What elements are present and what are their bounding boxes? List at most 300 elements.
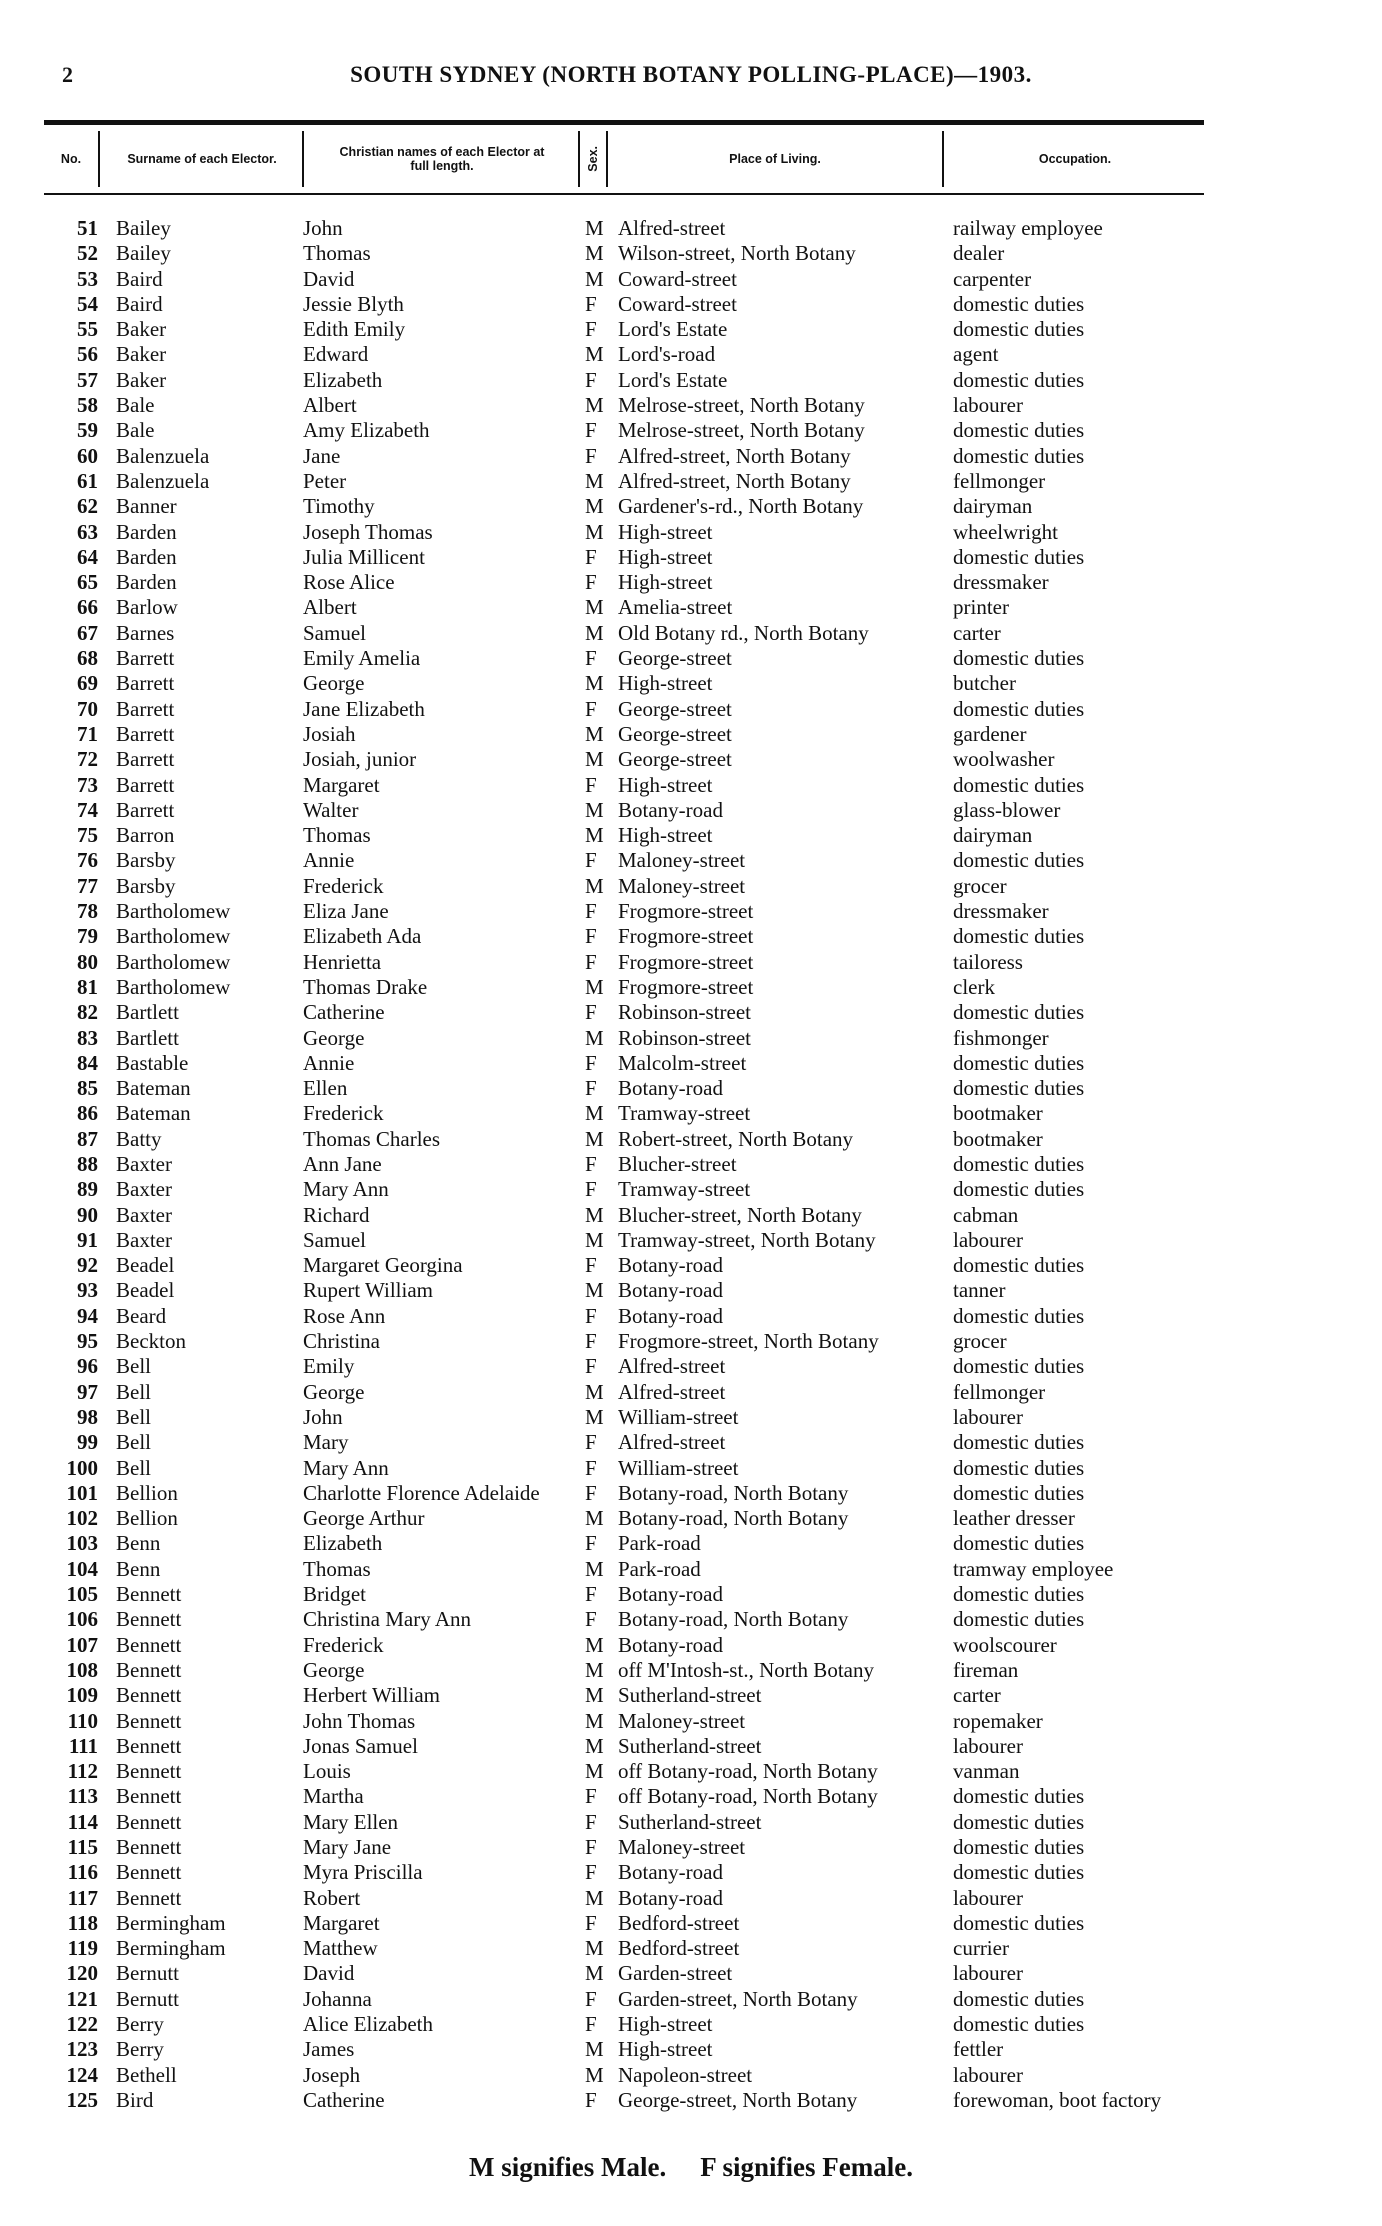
- table-row: [0, 1481, 1382, 1506]
- elector-sex: F: [585, 1177, 597, 1202]
- elector-sex: F: [585, 1329, 597, 1354]
- elector-number: 70: [77, 696, 98, 721]
- elector-number: 73: [77, 772, 98, 797]
- elector-occupation: domestic duties: [953, 1480, 1085, 1505]
- elector-sex: M: [585, 974, 604, 999]
- elector-sex: M: [585, 1936, 604, 1961]
- elector-place-of-living: Park-road: [618, 1556, 701, 1581]
- elector-surname: Bermingham: [116, 1936, 226, 1961]
- elector-number: 80: [77, 949, 98, 974]
- elector-occupation: bootmaker: [953, 1126, 1043, 1151]
- table-row: [0, 545, 1382, 570]
- elector-surname: Beadel: [116, 1253, 175, 1278]
- elector-sex: F: [585, 1253, 597, 1278]
- elector-surname: Barrett: [116, 671, 175, 696]
- elector-christian-names: Margaret: [303, 772, 380, 797]
- elector-number: 93: [77, 1278, 98, 1303]
- elector-place-of-living: Botany-road: [618, 1860, 723, 1885]
- elector-number: 111: [68, 1733, 98, 1758]
- elector-occupation: domestic duties: [953, 443, 1085, 468]
- elector-number: 81: [77, 974, 98, 999]
- table-row: [0, 1456, 1382, 1481]
- elector-surname: Benn: [116, 1531, 161, 1556]
- elector-occupation: labourer: [953, 1227, 1023, 1252]
- table-row: [0, 241, 1382, 266]
- table-row: [0, 1633, 1382, 1658]
- elector-number: 56: [77, 342, 98, 367]
- elector-place-of-living: Alfred-street, North Botany: [618, 443, 851, 468]
- table-row: [0, 1177, 1382, 1202]
- elector-place-of-living: off Botany-road, North Botany: [618, 1759, 878, 1784]
- elector-occupation: fishmonger: [953, 1025, 1049, 1050]
- elector-surname: Bellion: [116, 1506, 178, 1531]
- elector-number: 103: [66, 1531, 98, 1556]
- table-row: [0, 1557, 1382, 1582]
- elector-surname: Baxter: [116, 1227, 172, 1252]
- elector-christian-names: Jonas Samuel: [303, 1733, 418, 1758]
- elector-place-of-living: Melrose-street, North Botany: [618, 418, 865, 443]
- elector-number: 98: [77, 1404, 98, 1429]
- elector-occupation: domestic duties: [953, 1607, 1085, 1632]
- elector-number: 66: [77, 595, 98, 620]
- table-row: [0, 1380, 1382, 1405]
- elector-occupation: domestic duties: [953, 1784, 1085, 1809]
- elector-surname: Bartholomew: [116, 949, 231, 974]
- elector-surname: Barsby: [116, 848, 176, 873]
- elector-place-of-living: Botany-road: [618, 1253, 723, 1278]
- elector-number: 102: [66, 1506, 98, 1531]
- elector-surname: Barlow: [116, 595, 178, 620]
- table-row: [0, 1228, 1382, 1253]
- elector-place-of-living: Frogmore-street, North Botany: [618, 1329, 879, 1354]
- elector-christian-names: Elizabeth: [303, 1531, 383, 1556]
- elector-occupation: carpenter: [953, 266, 1032, 291]
- elector-surname: Bell: [116, 1404, 151, 1429]
- elector-place-of-living: George-street: [618, 721, 732, 746]
- elector-surname: Balenzuela: [116, 468, 210, 493]
- elector-christian-names: Christina Mary Ann: [303, 1607, 471, 1632]
- header-no: No.: [60, 151, 82, 166]
- table-row: [0, 1354, 1382, 1379]
- elector-surname: Bennett: [116, 1632, 182, 1657]
- table-row: [0, 1253, 1382, 1278]
- elector-sex: F: [585, 1151, 597, 1176]
- elector-number: 67: [77, 620, 98, 645]
- elector-sex: M: [585, 1278, 604, 1303]
- elector-number: 116: [67, 1860, 98, 1885]
- elector-surname: Bateman: [116, 1101, 191, 1126]
- elector-place-of-living: George-street: [618, 747, 732, 772]
- table-row: [0, 342, 1382, 367]
- elector-occupation: domestic duties: [953, 2012, 1085, 2037]
- elector-occupation: dressmaker: [953, 570, 1049, 595]
- elector-occupation: labourer: [953, 2062, 1023, 2087]
- elector-number: 58: [77, 393, 98, 418]
- elector-number: 115: [67, 1835, 98, 1859]
- elector-occupation: domestic duties: [953, 1303, 1085, 1328]
- elector-christian-names: Catherine: [303, 2087, 385, 2112]
- elector-surname: Bennett: [116, 1733, 182, 1758]
- elector-occupation: dressmaker: [953, 899, 1049, 924]
- elector-number: 88: [77, 1151, 98, 1176]
- elector-surname: Baxter: [116, 1177, 172, 1202]
- elector-number: 63: [77, 519, 98, 544]
- elector-place-of-living: William-street: [618, 1455, 739, 1480]
- elector-place-of-living: Sutherland-street: [618, 1809, 762, 1834]
- table-row: [0, 570, 1382, 595]
- table-header: [44, 127, 1204, 191]
- elector-occupation: railway employee: [953, 216, 1103, 240]
- elector-place-of-living: Botany-road, North Botany: [618, 1506, 849, 1531]
- elector-occupation: domestic duties: [953, 1531, 1085, 1556]
- elector-surname: Bernutt: [116, 1961, 179, 1986]
- elector-place-of-living: Wilson-street, North Botany: [618, 241, 856, 266]
- elector-occupation: domestic duties: [953, 1354, 1085, 1379]
- table-row: [0, 1936, 1382, 1961]
- elector-occupation: domestic duties: [953, 544, 1085, 569]
- elector-christian-names: Thomas: [303, 1556, 371, 1581]
- elector-place-of-living: Maloney-street: [618, 873, 746, 898]
- elector-sex: F: [585, 1531, 597, 1556]
- elector-sex: F: [585, 646, 597, 671]
- elector-place-of-living: off M'Intosh-st., North Botany: [618, 1657, 874, 1682]
- elector-sex: M: [585, 721, 604, 746]
- elector-christian-names: Martha: [303, 1784, 364, 1809]
- table-row: [0, 671, 1382, 696]
- table-row: [0, 2012, 1382, 2037]
- elector-place-of-living: Tramway-street: [618, 1101, 751, 1126]
- elector-surname: Bartholomew: [116, 924, 231, 949]
- elector-christian-names: Mary Ann: [303, 1177, 389, 1202]
- elector-place-of-living: High-street: [618, 772, 713, 797]
- table-row: [0, 1582, 1382, 1607]
- table-row: [0, 418, 1382, 443]
- elector-christian-names: Edward: [303, 342, 369, 367]
- elector-sex: F: [585, 949, 597, 974]
- elector-sex: M: [585, 1101, 604, 1126]
- elector-christian-names: Charlotte Florence Adelaide: [303, 1480, 540, 1505]
- elector-christian-names: Jessie Blyth: [303, 291, 404, 316]
- elector-number: 87: [77, 1126, 98, 1151]
- table-row: [0, 1961, 1382, 1986]
- elector-occupation: domestic duties: [953, 1177, 1085, 1202]
- elector-number: 117: [67, 1885, 98, 1910]
- elector-occupation: fettler: [953, 2037, 1004, 2062]
- header-separator: [606, 131, 608, 187]
- elector-surname: Bennett: [116, 1607, 182, 1632]
- elector-surname: Barsby: [116, 873, 176, 898]
- elector-number: 68: [77, 646, 98, 671]
- elector-sex: F: [585, 443, 597, 468]
- elector-number: 51: [77, 216, 98, 240]
- elector-number: 74: [77, 797, 98, 822]
- table-row: [0, 848, 1382, 873]
- elector-occupation: butcher: [953, 671, 1016, 696]
- elector-surname: Berry: [116, 2037, 164, 2062]
- elector-place-of-living: Botany-road, North Botany: [618, 1480, 849, 1505]
- elector-sex: M: [585, 1885, 604, 1910]
- elector-place-of-living: Old Botany rd., North Botany: [618, 620, 869, 645]
- elector-sex: F: [585, 291, 597, 316]
- elector-occupation: tramway employee: [953, 1556, 1114, 1581]
- elector-surname: Bailey: [116, 241, 171, 266]
- elector-sex: M: [585, 2037, 604, 2062]
- elector-sex: M: [585, 1404, 604, 1429]
- elector-sex: F: [585, 2012, 597, 2037]
- elector-occupation: domestic duties: [953, 924, 1085, 949]
- elector-number: 99: [77, 1430, 98, 1455]
- elector-surname: Benn: [116, 1556, 161, 1581]
- elector-surname: Barden: [116, 519, 177, 544]
- elector-occupation: woolscourer: [953, 1632, 1057, 1657]
- elector-place-of-living: Botany-road: [618, 1582, 723, 1607]
- elector-place-of-living: Frogmore-street: [618, 899, 754, 924]
- table-row: [0, 444, 1382, 469]
- elector-place-of-living: Alfred-street: [618, 1430, 726, 1455]
- elector-number: 76: [77, 848, 98, 873]
- elector-christian-names: Rupert William: [303, 1278, 433, 1303]
- elector-sex: F: [585, 570, 597, 595]
- header-occupation: Occupation.: [1038, 151, 1112, 166]
- elector-sex: F: [585, 1050, 597, 1075]
- table-row: [0, 469, 1382, 494]
- elector-surname: Bennett: [116, 1885, 182, 1910]
- elector-christian-names: Christina: [303, 1329, 380, 1354]
- elector-place-of-living: Blucher-street: [618, 1151, 737, 1176]
- table-row: [0, 621, 1382, 646]
- table-row: [0, 1784, 1382, 1809]
- elector-surname: Bartholomew: [116, 899, 231, 924]
- elector-sex: F: [585, 848, 597, 873]
- elector-occupation: domestic duties: [953, 1809, 1085, 1834]
- elector-place-of-living: Robinson-street: [618, 1025, 751, 1050]
- elector-place-of-living: Napoleon-street: [618, 2062, 753, 2087]
- elector-number: 91: [77, 1227, 98, 1252]
- table-row: [0, 1026, 1382, 1051]
- table-row: [0, 2037, 1382, 2062]
- elector-surname: Bennett: [116, 1657, 182, 1682]
- elector-number: 108: [66, 1657, 98, 1682]
- elector-number: 119: [67, 1936, 98, 1961]
- elector-occupation: labourer: [953, 1885, 1023, 1910]
- elector-place-of-living: George-street: [618, 646, 732, 671]
- table-row: [0, 697, 1382, 722]
- elector-christian-names: Herbert William: [303, 1683, 440, 1708]
- elector-place-of-living: Blucher-street, North Botany: [618, 1202, 862, 1227]
- elector-surname: Bateman: [116, 1076, 191, 1101]
- table-row: [0, 2063, 1382, 2088]
- elector-sex: M: [585, 342, 604, 367]
- elector-christian-names: James: [303, 2037, 355, 2062]
- elector-christian-names: Margaret: [303, 1910, 380, 1935]
- header-separator: [578, 131, 580, 187]
- elector-number: 53: [77, 266, 98, 291]
- elector-sex: M: [585, 519, 604, 544]
- elector-place-of-living: Malcolm-street: [618, 1050, 747, 1075]
- elector-christian-names: Catherine: [303, 1000, 385, 1025]
- elector-place-of-living: Alfred-street: [618, 216, 726, 240]
- elector-occupation: tanner: [953, 1278, 1006, 1303]
- elector-christian-names: Thomas: [303, 241, 371, 266]
- elector-occupation: ropemaker: [953, 1708, 1043, 1733]
- elector-christian-names: Eliza Jane: [303, 899, 389, 924]
- elector-occupation: wheelwright: [953, 519, 1058, 544]
- elector-christian-names: Johanna: [303, 1986, 372, 2011]
- elector-number: 52: [77, 241, 98, 266]
- elector-number: 118: [67, 1910, 98, 1935]
- table-row: [0, 747, 1382, 772]
- elector-christian-names: Elizabeth Ada: [303, 924, 422, 949]
- table-row: [0, 494, 1382, 519]
- elector-place-of-living: Sutherland-street: [618, 1683, 762, 1708]
- elector-place-of-living: Garden-street, North Botany: [618, 1986, 858, 2011]
- header-separator: [942, 131, 944, 187]
- elector-list: [0, 216, 1382, 2113]
- elector-christian-names: Elizabeth: [303, 367, 383, 392]
- elector-sex: M: [585, 1733, 604, 1758]
- table-row: [0, 798, 1382, 823]
- elector-sex: F: [585, 1910, 597, 1935]
- elector-number: 101: [66, 1480, 98, 1505]
- elector-sex: F: [585, 1607, 597, 1632]
- elector-number: 64: [77, 544, 98, 569]
- elector-place-of-living: Bedford-street: [618, 1910, 740, 1935]
- elector-sex: M: [585, 797, 604, 822]
- elector-number: 69: [77, 671, 98, 696]
- elector-surname: Barrett: [116, 772, 175, 797]
- elector-christian-names: Henrietta: [303, 949, 382, 974]
- elector-surname: Bale: [116, 418, 155, 443]
- elector-sex: M: [585, 393, 604, 418]
- elector-occupation: domestic duties: [953, 1253, 1085, 1278]
- table-row: [0, 646, 1382, 671]
- header-sex: Sex.: [585, 146, 600, 172]
- elector-number: 61: [77, 468, 98, 493]
- table-row: [0, 899, 1382, 924]
- elector-christian-names: Julia Millicent: [303, 544, 425, 569]
- elector-christian-names: Myra Priscilla: [303, 1860, 423, 1885]
- elector-christian-names: Robert: [303, 1885, 361, 1910]
- table-row: [0, 1506, 1382, 1531]
- elector-place-of-living: William-street: [618, 1404, 739, 1429]
- table-row: [0, 874, 1382, 899]
- elector-occupation: dealer: [953, 241, 1005, 266]
- elector-christian-names: Mary Ann: [303, 1455, 389, 1480]
- elector-number: 75: [77, 823, 98, 848]
- elector-sex: F: [585, 1860, 597, 1885]
- elector-occupation: domestic duties: [953, 1151, 1085, 1176]
- elector-christian-names: John: [303, 216, 343, 240]
- elector-christian-names: Mary: [303, 1430, 349, 1455]
- page-title: SOUTH SYDNEY (NORTH BOTANY POLLING-PLACE)—1903.: [350, 62, 1032, 87]
- elector-sex: F: [585, 772, 597, 797]
- elector-place-of-living: Robinson-street: [618, 1000, 751, 1025]
- table-row: [0, 1051, 1382, 1076]
- elector-number: 78: [77, 899, 98, 924]
- elector-christian-names: Samuel: [303, 1227, 366, 1252]
- elector-surname: Banner: [116, 494, 177, 519]
- elector-surname: Bennett: [116, 1683, 182, 1708]
- elector-surname: Bellion: [116, 1480, 178, 1505]
- elector-number: 95: [77, 1329, 98, 1354]
- table-row: [0, 1531, 1382, 1556]
- elector-christian-names: Annie: [303, 1050, 355, 1075]
- elector-surname: Bermingham: [116, 1910, 226, 1935]
- elector-occupation: fireman: [953, 1657, 1019, 1682]
- table-row: [0, 368, 1382, 393]
- elector-sex: M: [585, 873, 604, 898]
- elector-surname: Barden: [116, 544, 177, 569]
- elector-surname: Bernutt: [116, 1986, 179, 2011]
- elector-number: 65: [77, 570, 98, 595]
- elector-number: 122: [66, 2012, 98, 2037]
- footer-legend: [0, 2152, 1382, 2183]
- table-row: [0, 1405, 1382, 1430]
- elector-christian-names: Emily: [303, 1354, 355, 1379]
- elector-place-of-living: Maloney-street: [618, 1708, 746, 1733]
- table-row: [0, 1607, 1382, 1632]
- elector-place-of-living: Bedford-street: [618, 1936, 740, 1961]
- elector-sex: F: [585, 418, 597, 443]
- elector-surname: Bennett: [116, 1708, 182, 1733]
- elector-number: 71: [77, 721, 98, 746]
- elector-place-of-living: Lord's Estate: [618, 317, 728, 342]
- elector-number: 59: [77, 418, 98, 443]
- elector-sex: M: [585, 494, 604, 519]
- elector-sex: M: [585, 823, 604, 848]
- elector-sex: M: [585, 468, 604, 493]
- elector-place-of-living: Lord's-road: [618, 342, 716, 367]
- elector-christian-names: Josiah, junior: [303, 747, 417, 772]
- elector-sex: M: [585, 1379, 604, 1404]
- table-row: [0, 2088, 1382, 2113]
- elector-surname: Beadel: [116, 1278, 175, 1303]
- elector-number: 107: [66, 1632, 98, 1657]
- elector-sex: F: [585, 1303, 597, 1328]
- elector-surname: Bell: [116, 1379, 151, 1404]
- table-row: [0, 1759, 1382, 1784]
- table-row: [0, 1000, 1382, 1025]
- elector-surname: Bennett: [116, 1784, 182, 1809]
- legend-female: F signifies Female.: [700, 2152, 913, 2182]
- elector-place-of-living: Alfred-street, North Botany: [618, 468, 851, 493]
- elector-occupation: domestic duties: [953, 1986, 1085, 2011]
- elector-surname: Barrett: [116, 646, 175, 671]
- elector-christian-names: Jane Elizabeth: [303, 696, 425, 721]
- table-row: [0, 1127, 1382, 1152]
- elector-number: 86: [77, 1101, 98, 1126]
- elector-occupation: grocer: [953, 873, 1007, 898]
- elector-place-of-living: Coward-street: [618, 291, 737, 316]
- elector-place-of-living: Sutherland-street: [618, 1733, 762, 1758]
- elector-sex: M: [585, 1025, 604, 1050]
- elector-sex: F: [585, 367, 597, 392]
- elector-sex: M: [585, 1632, 604, 1657]
- elector-sex: F: [585, 696, 597, 721]
- elector-place-of-living: Botany-road: [618, 797, 723, 822]
- table-row: [0, 1734, 1382, 1759]
- elector-christian-names: Frederick: [303, 873, 384, 898]
- elector-christian-names: Walter: [303, 797, 359, 822]
- table-row: [0, 1886, 1382, 1911]
- elector-occupation: fellmonger: [953, 1379, 1046, 1404]
- elector-surname: Baxter: [116, 1151, 172, 1176]
- elector-place-of-living: Alfred-street: [618, 1354, 726, 1379]
- elector-place-of-living: George-street: [618, 696, 732, 721]
- elector-surname: Bailey: [116, 216, 171, 240]
- elector-christian-names: George Arthur: [303, 1506, 425, 1531]
- elector-christian-names: Alice Elizabeth: [303, 2012, 434, 2037]
